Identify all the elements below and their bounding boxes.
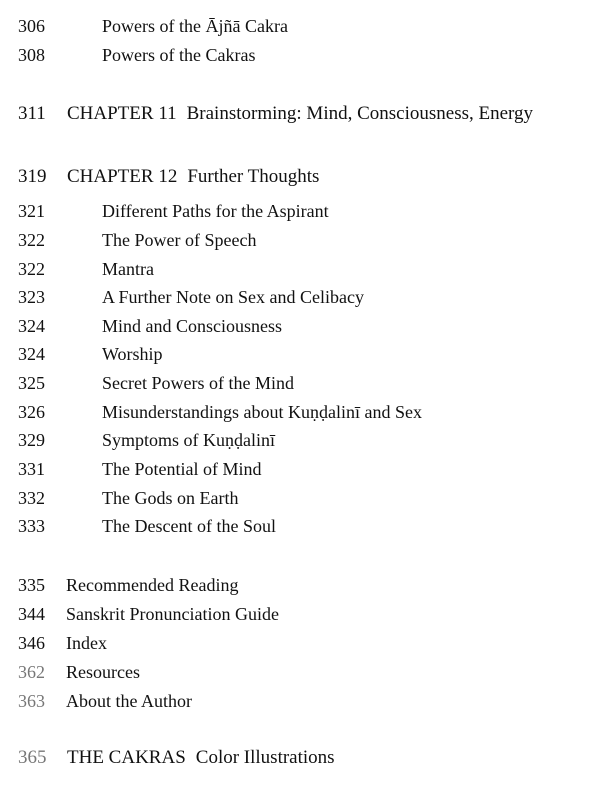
entry-title: Misunderstandings about Kuṇḍalinī and Sex xyxy=(102,402,422,422)
page-number: 365 xyxy=(18,747,47,768)
page-number: 322 xyxy=(18,259,45,279)
page-number: 308 xyxy=(18,45,45,65)
entry-title: Worship xyxy=(102,344,163,364)
page-number: 333 xyxy=(18,516,45,536)
page-number: 329 xyxy=(18,430,45,450)
entry-title: Sanskrit Pronunciation Guide xyxy=(66,604,279,624)
chapter-title: Color Illustrations xyxy=(195,747,335,768)
entry-title: The Potential of Mind xyxy=(102,459,262,479)
entry-title: Mind and Consciousness xyxy=(102,316,282,336)
chapter-heading xyxy=(67,744,335,772)
page-number: 324 xyxy=(18,316,45,336)
chapter-label: CHAPTER 11 xyxy=(67,103,177,124)
page-number: 344 xyxy=(18,604,45,624)
entry-title: Resources xyxy=(66,662,140,682)
page-number: 335 xyxy=(18,575,45,595)
entry-title: Powers of the Ājñā Cakra xyxy=(102,16,288,36)
page-number: 331 xyxy=(18,459,45,479)
entry-title: Recommended Reading xyxy=(66,575,239,595)
chapter-label: CHAPTER 12 xyxy=(67,166,178,187)
entry-title: Different Paths for the Aspirant xyxy=(102,201,329,221)
entry-title: Index xyxy=(66,633,107,653)
page-number: 332 xyxy=(18,488,45,508)
entry-title: The Gods on Earth xyxy=(102,488,239,508)
chapter-title: Further Thoughts xyxy=(187,166,320,187)
entry-title: Symptoms of Kuṇḍalinī xyxy=(102,430,276,450)
chapter-heading xyxy=(67,163,319,191)
entry-title: The Descent of the Soul xyxy=(102,516,276,536)
entry-title: Powers of the Cakras xyxy=(102,45,256,65)
page-number: 322 xyxy=(18,230,45,250)
chapter-title: Brainstorming: Mind, Consciousness, Energy xyxy=(186,103,534,124)
page-number: 346 xyxy=(18,633,45,653)
entry-title: About the Author xyxy=(66,691,192,711)
page-number: 363 xyxy=(18,691,45,711)
entry-title: A Further Note on Sex and Celibacy xyxy=(102,287,364,307)
entry-title: Secret Powers of the Mind xyxy=(102,373,294,393)
page-number: 326 xyxy=(18,402,45,422)
entry-title: Mantra xyxy=(102,259,154,279)
page-number: 325 xyxy=(18,373,45,393)
page-number: 321 xyxy=(18,201,45,221)
chapter-heading xyxy=(67,100,533,128)
entry-title: The Power of Speech xyxy=(102,230,257,250)
page-number: 311 xyxy=(18,103,46,124)
page-number: 362 xyxy=(18,662,45,682)
page-number: 324 xyxy=(18,344,45,364)
chapter-label: THE CAKRAS xyxy=(67,747,186,768)
page-number: 323 xyxy=(18,287,45,307)
page-number: 319 xyxy=(18,166,47,187)
page-number: 306 xyxy=(18,16,45,36)
